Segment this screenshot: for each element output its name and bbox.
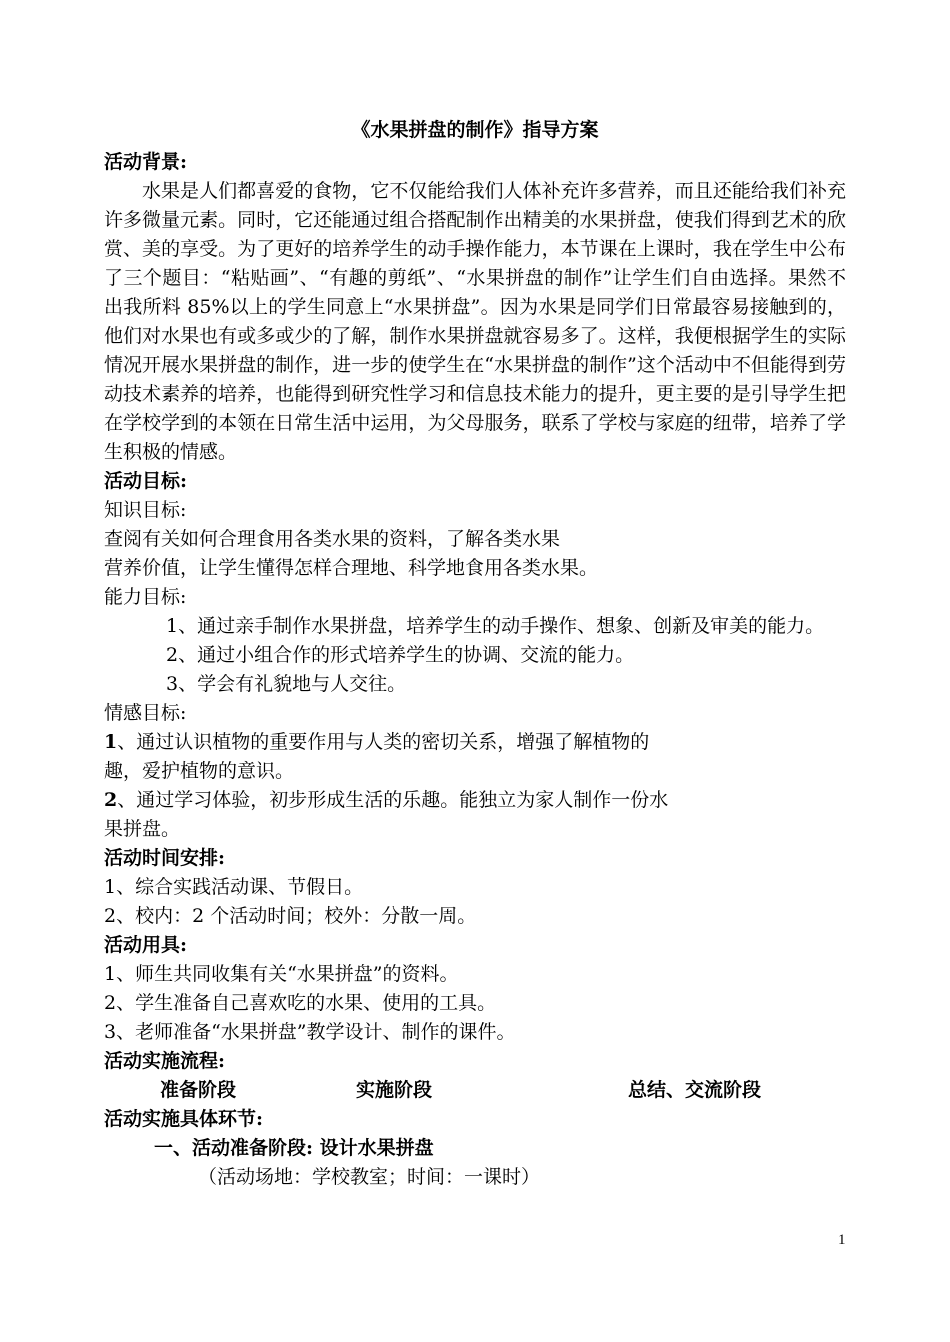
goals-heading: 活动目标: — [104, 470, 188, 492]
ability-label: 能力目标: — [104, 586, 187, 608]
ability-item-1: 1、通过亲手制作水果拼盘，培养学生的动手操作、想象、创新及审美的能力。 — [166, 615, 825, 637]
tools-heading: 活动用具: — [104, 934, 188, 956]
flow-stage-summary: 总结、交流阶段 — [628, 1079, 762, 1101]
details-heading: 活动实施具体环节: — [104, 1108, 264, 1130]
background-paragraph: 水果是人们都喜爱的食物，它不仅能给我们人体补充许多营养，而且还能给我们补充许多微量元素。同时，它还能通过组合搭配制作出精美的水果拼盘，使我们得到艺术的欣赏、美的享受。为了更好的培养学生的动手操作能力，本节课在上课时，我在学生中公布了三个题目：“粘贴画”、“有趣的剪纸”、“水果拼盘的制作”让学生们自由选择。果然不出我所料 85%以上的学生同意上“水果拼盘”。因为水果是同学们日常最容易接触到的，他们对水果也有或多或少的了解，制作水果拼盘就容易多了。这样，我便根据学生的实际情况开展水果拼盘的制作，进一步的使学生在“水果拼盘的制作”这个活动中不但能得到劳动技术素养的培养，也能得到研究性学习和信息技术能力的提升，更主要的是引导学生把在学校学到的本领在日常生活中运用，为父母服务，联系了学校与家庭的纽带，培养了学生积极的情感。 — [104, 180, 846, 463]
emotion-item-2-number: 2 — [104, 789, 118, 811]
emotion-item-1-number: 1 — [104, 731, 118, 753]
tools-item-3: 3、老师准备“水果拼盘”教学设计、制作的课件。 — [104, 1021, 516, 1043]
emotion-item-1 — [104, 728, 846, 757]
schedule-heading: 活动时间安排: — [104, 847, 226, 869]
knowledge-line-2: 营养价值，让学生懂得怎样合理地、科学地食用各类水果。 — [104, 557, 599, 579]
flow-stage-prepare: 准备阶段 — [160, 1079, 237, 1101]
knowledge-line-1: 查阅有关如何合理食用各类水果的资料，了解各类水果 — [104, 528, 561, 550]
stage-one-heading: 一、活动准备阶段: 设计水果拼盘 — [154, 1137, 434, 1159]
tools-item-1: 1、师生共同收集有关“水果拼盘”的资料。 — [104, 963, 459, 985]
flow-stages — [104, 1076, 846, 1105]
tools-item-2: 2、学生准备自己喜欢吃的水果、使用的工具。 — [104, 992, 497, 1014]
emotion-item-1-text: 、通过认识植物的重要作用与人类的密切关系，增强了解植物的 — [117, 731, 650, 753]
document-page — [104, 112, 846, 1192]
schedule-item-1: 1、综合实践活动课、节假日。 — [104, 876, 364, 898]
emotion-label: 情感目标: — [104, 702, 187, 724]
emotion-item-1-continued: 趣，爱护植物的意识。 — [104, 760, 295, 782]
emotion-item-2-continued: 果拼盘。 — [104, 818, 181, 840]
page-title: 《水果拼盘的制作》指导方案 — [351, 119, 599, 141]
flow-heading: 活动实施流程: — [104, 1050, 226, 1072]
ability-item-3: 3、学会有礼貌地与人交往。 — [166, 673, 407, 695]
emotion-item-2 — [104, 786, 846, 815]
schedule-item-2: 2、校内：2 个活动时间；校外：分散一周。 — [104, 905, 477, 927]
flow-stage-implement: 实施阶段 — [356, 1079, 433, 1101]
emotion-item-2-text: 、通过学习体验，初步形成生活的乐趣。能独立为家人制作一份水 — [117, 789, 669, 811]
ability-item-2: 2、通过小组合作的形式培养学生的协调、交流的能力。 — [166, 644, 635, 666]
background-heading: 活动背景: — [104, 151, 188, 173]
stage-one-venue: （活动场地：学校教室；时间：一课时） — [198, 1166, 541, 1188]
page-number: 1 — [838, 1232, 846, 1248]
knowledge-label: 知识目标: — [104, 499, 187, 521]
